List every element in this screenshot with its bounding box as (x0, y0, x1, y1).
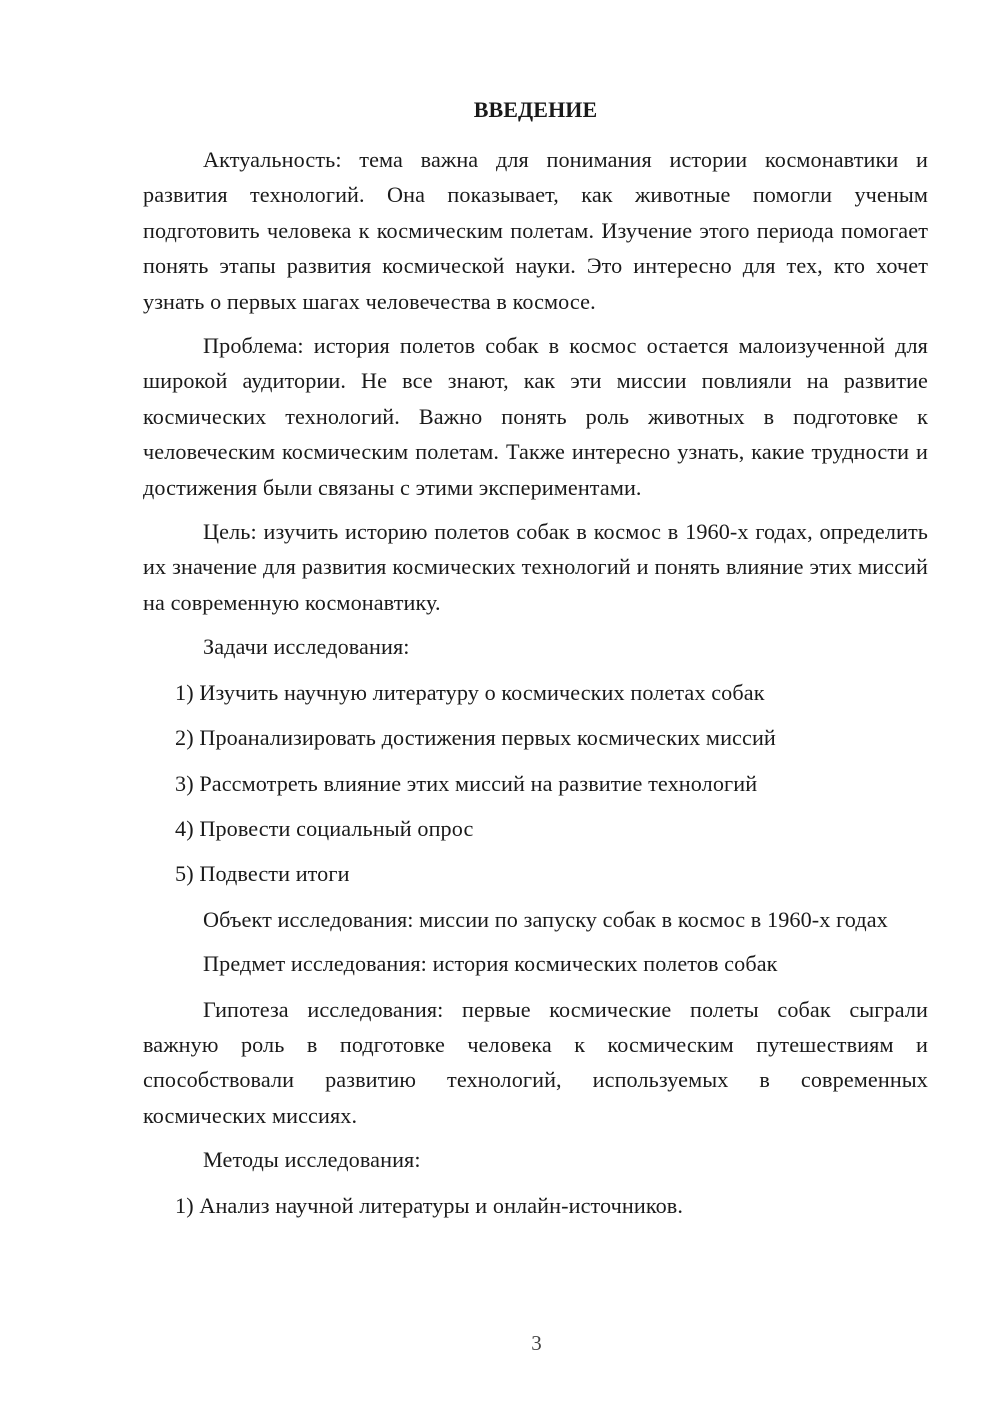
methods-heading: Методы исследования: (203, 1147, 421, 1173)
hypothesis-paragraph: Гипотеза исследования: первые космические полеты собак сыграли важную роль в подготовке человека к космическим путешествиям и способствовали развитию технологий, используемых в современных космических миссиях. (143, 996, 928, 1128)
relevance-paragraph: Актуальность: тема важна для понимания истории космонавтики и развития технологий. Она показывает, как животные помогли ученым подготовить человека к космическим полетам. Изучение этого периода помогает понять этапы развития космической науки. Это интересно для тех, кто хочет узнать о первых шагах человечества в космосе. (143, 147, 928, 314)
document-page (143, 92, 928, 1233)
task-item: 1) Изучить научную литературу о космических полетах собак (175, 679, 765, 705)
page-number: 3 (531, 1331, 542, 1355)
section-title: ВВЕДЕНИЕ (473, 97, 598, 122)
task-item: 2) Проанализировать достижения первых космических миссий (175, 725, 776, 751)
problem-paragraph: Проблема: история полетов собак в космос остается малоизученной для широкой аудитории. Не все знают, как эти миссии повлияли на развитие космических технологий. Важно понять роль животных в подготовке к человеческим космическим полетам. Также интересно узнать, какие трудности и достижения были связаны с этими экспериментами. (143, 333, 928, 500)
object-paragraph: Объект исследования: миссии по запуску собак в космос в 1960-х годах (203, 906, 888, 932)
tasks-heading: Задачи исследования: (203, 634, 410, 660)
task-item: 4) Провести социальный опрос (175, 815, 474, 841)
method-item: 1) Анализ научной литературы и онлайн-источников. (175, 1192, 684, 1218)
task-item: 3) Рассмотреть влияние этих миссий на развитие технологий (175, 770, 758, 796)
task-item: 5) Подвести итоги (175, 861, 350, 887)
subject-paragraph: Предмет исследования: история космических полетов собак (203, 951, 778, 977)
goal-paragraph: Цель: изучить историю полетов собак в космос в 1960-х годах, определить их значение для развития космических технологий и понять влияние этих миссий на современную космонавтику. (143, 519, 928, 615)
